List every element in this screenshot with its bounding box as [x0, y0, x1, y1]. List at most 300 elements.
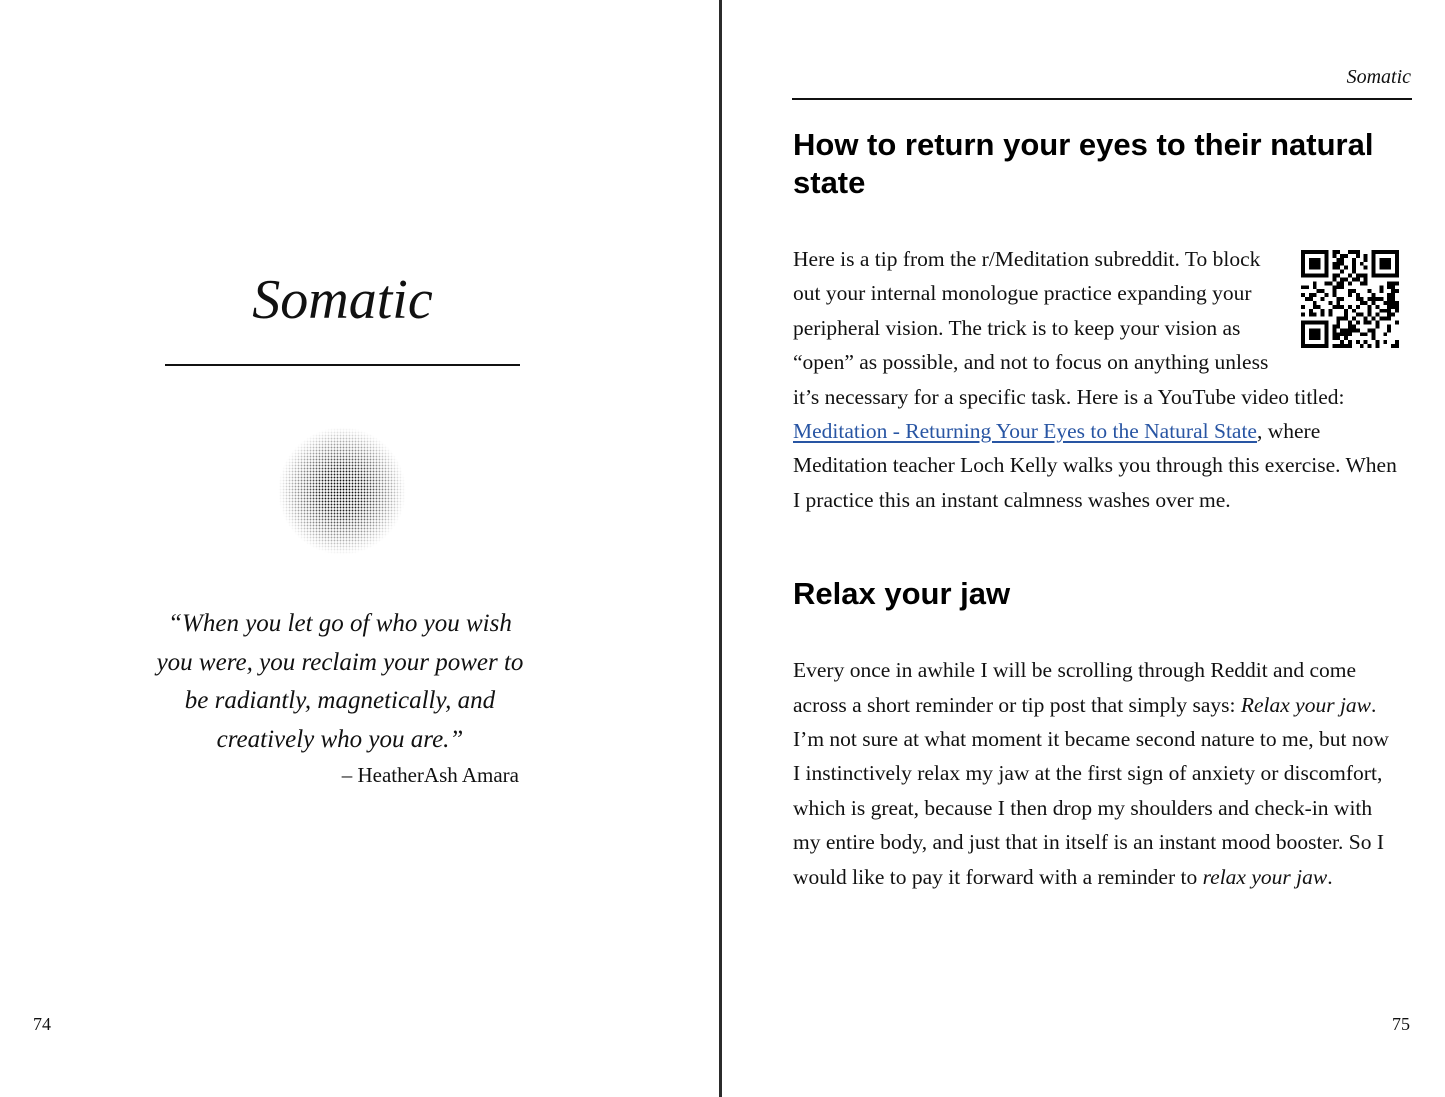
youtube-video-link[interactable]: Meditation - Returning Your Eyes to the Natural State: [793, 419, 1257, 444]
qr-module: [1325, 262, 1329, 266]
qr-module: [1325, 340, 1329, 344]
qr-module: [1391, 285, 1395, 289]
qr-module: [1356, 277, 1360, 281]
qr-module: [1387, 313, 1391, 317]
left-page: [0, 0, 720, 1097]
page-content: [793, 126, 1399, 894]
qr-module: [1336, 250, 1340, 254]
qr-module: [1379, 285, 1383, 289]
qr-module: [1317, 336, 1321, 340]
qr-module: [1383, 266, 1387, 270]
epigraph-attribution: – HeatherAsh Amara: [341, 763, 519, 787]
qr-module: [1352, 270, 1356, 274]
qr-module: [1360, 301, 1364, 305]
qr-module: [1336, 336, 1340, 340]
paragraph-eyes-text-after: , where Meditation teacher Loch Kelly walks you through this exercise. When I practice this an instant calmness washes over me.: [793, 419, 1397, 512]
qr-module: [1387, 281, 1391, 285]
qr-module: [1332, 289, 1336, 293]
qr-module: [1360, 344, 1364, 348]
qr-module: [1356, 340, 1360, 344]
qr-module: [1372, 266, 1376, 270]
qr-module: [1348, 305, 1352, 309]
qr-module: [1372, 254, 1376, 258]
qr-module: [1368, 321, 1372, 325]
qr-module: [1325, 258, 1329, 262]
qr-module: [1387, 285, 1391, 289]
qr-module: [1317, 289, 1321, 293]
qr-module: [1328, 301, 1332, 305]
qr-module: [1309, 313, 1313, 317]
qr-module: [1309, 250, 1313, 254]
qr-module: [1395, 321, 1399, 325]
qr-module: [1356, 305, 1360, 309]
qr-module: [1356, 328, 1360, 332]
qr-module: [1332, 262, 1336, 266]
qr-module: [1336, 262, 1340, 266]
qr-module: [1328, 309, 1332, 313]
qr-module: [1348, 274, 1352, 278]
section-heading-eyes: How to return your eyes to their natural state: [793, 127, 1374, 200]
qr-module: [1368, 328, 1372, 332]
qr-module: [1317, 344, 1321, 348]
qr-module: [1344, 344, 1348, 348]
qr-module: [1336, 281, 1340, 285]
qr-module: [1301, 305, 1305, 309]
qr-module: [1321, 321, 1325, 325]
qr-module: [1368, 297, 1372, 301]
qr-module: [1305, 321, 1309, 325]
qr-module: [1328, 313, 1332, 317]
qr-module: [1352, 317, 1356, 321]
qr-module: [1344, 313, 1348, 317]
qr-module: [1325, 328, 1329, 332]
qr-module: [1368, 344, 1372, 348]
qr-module: [1368, 305, 1372, 309]
qr-module: [1383, 340, 1387, 344]
qr-module: [1360, 313, 1364, 317]
qr-module: [1395, 344, 1399, 348]
qr-module: [1325, 336, 1329, 340]
qr-module: [1301, 285, 1305, 289]
qr-module: [1356, 254, 1360, 258]
qr-module: [1372, 274, 1376, 278]
qr-module: [1379, 289, 1383, 293]
qr-module: [1328, 281, 1332, 285]
qr-module: [1309, 321, 1313, 325]
running-head-rule: [792, 98, 1412, 100]
qr-module: [1372, 250, 1376, 254]
qr-module: [1379, 250, 1383, 254]
qr-module: [1348, 344, 1352, 348]
qr-module: [1348, 293, 1352, 297]
qr-module: [1356, 274, 1360, 278]
qr-module: [1372, 317, 1376, 321]
qr-module: [1305, 285, 1309, 289]
paragraph-jaw-emphasis-1: Relax your jaw: [1240, 692, 1372, 717]
qr-module: [1317, 258, 1321, 262]
qr-module: [1372, 270, 1376, 274]
qr-module: [1313, 313, 1317, 317]
chapter-title: Somatic: [252, 269, 433, 331]
section-heading-jaw: Relax your jaw: [793, 576, 1011, 612]
qr-module: [1368, 313, 1372, 317]
qr-module: [1391, 344, 1395, 348]
qr-module: [1313, 285, 1317, 289]
qr-module: [1332, 324, 1336, 328]
qr-module: [1344, 277, 1348, 281]
qr-module: [1395, 340, 1399, 344]
qr-module: [1340, 344, 1344, 348]
qr-module: [1305, 297, 1309, 301]
right-page: [723, 0, 1445, 1097]
qr-module: [1309, 266, 1313, 270]
qr-module: [1313, 293, 1317, 297]
qr-module: [1383, 332, 1387, 336]
qr-module: [1309, 309, 1313, 313]
qr-module: [1305, 344, 1309, 348]
qr-module: [1301, 293, 1305, 297]
qr-module: [1313, 332, 1317, 336]
qr-module: [1372, 332, 1376, 336]
qr-module: [1340, 254, 1344, 258]
qr-module: [1340, 270, 1344, 274]
qr-module: [1313, 321, 1317, 325]
qr-module: [1336, 321, 1340, 325]
qr-module: [1387, 258, 1391, 262]
qr-module: [1340, 328, 1344, 332]
qr-module: [1372, 258, 1376, 262]
qr-module: [1301, 266, 1305, 270]
qr-module: [1379, 266, 1383, 270]
qr-module: [1325, 344, 1329, 348]
chapter-title-rule: [165, 364, 520, 366]
qr-module: [1332, 293, 1336, 297]
qr-module: [1321, 274, 1325, 278]
qr-code-icon[interactable]: [1301, 250, 1399, 348]
qr-module: [1368, 309, 1372, 313]
qr-module: [1372, 336, 1376, 340]
qr-module: [1391, 297, 1395, 301]
qr-module: [1383, 274, 1387, 278]
qr-module: [1332, 285, 1336, 289]
qr-module: [1313, 328, 1317, 332]
qr-module: [1317, 305, 1321, 309]
qr-module: [1391, 289, 1395, 293]
qr-module: [1364, 281, 1368, 285]
qr-module: [1340, 281, 1344, 285]
qr-module: [1317, 321, 1321, 325]
qr-module: [1379, 317, 1383, 321]
qr-module: [1336, 317, 1340, 321]
qr-module: [1313, 250, 1317, 254]
qr-module: [1348, 250, 1352, 254]
qr-module: [1387, 324, 1391, 328]
qr-module: [1387, 317, 1391, 321]
qr-module: [1387, 305, 1391, 309]
qr-module: [1321, 289, 1325, 293]
qr-module: [1364, 301, 1368, 305]
qr-module: [1383, 262, 1387, 266]
qr-module: [1387, 293, 1391, 297]
qr-module: [1325, 321, 1329, 325]
qr-module: [1391, 301, 1395, 305]
qr-module: [1336, 258, 1340, 262]
qr-module: [1375, 297, 1379, 301]
qr-module: [1395, 250, 1399, 254]
qr-module: [1325, 266, 1329, 270]
qr-module: [1325, 332, 1329, 336]
qr-module: [1364, 340, 1368, 344]
qr-module: [1313, 305, 1317, 309]
qr-module: [1340, 332, 1344, 336]
paragraph-eyes: [793, 242, 1399, 517]
qr-module: [1360, 332, 1364, 336]
qr-module: [1372, 293, 1376, 297]
halftone-circle-icon: [276, 425, 408, 557]
qr-module: [1395, 262, 1399, 266]
qr-module: [1387, 262, 1391, 266]
qr-module: [1313, 274, 1317, 278]
qr-module: [1309, 336, 1313, 340]
qr-module: [1391, 274, 1395, 278]
qr-module: [1375, 340, 1379, 344]
qr-module: [1313, 344, 1317, 348]
qr-module: [1336, 297, 1340, 301]
qr-module: [1332, 254, 1336, 258]
qr-module: [1360, 274, 1364, 278]
qr-module: [1336, 332, 1340, 336]
qr-module: [1356, 313, 1360, 317]
page-number-left: 74: [33, 1014, 51, 1034]
qr-module: [1395, 274, 1399, 278]
qr-module: [1352, 328, 1356, 332]
qr-module: [1305, 274, 1309, 278]
qr-module: [1325, 274, 1329, 278]
qr-module: [1309, 328, 1313, 332]
qr-module: [1309, 332, 1313, 336]
qr-module: [1313, 336, 1317, 340]
qr-module: [1364, 277, 1368, 281]
qr-module: [1332, 277, 1336, 281]
running-head: Somatic: [1346, 66, 1411, 88]
qr-module: [1301, 328, 1305, 332]
qr-module: [1372, 328, 1376, 332]
qr-module: [1301, 332, 1305, 336]
qr-module: [1317, 266, 1321, 270]
paragraph-jaw: [793, 653, 1399, 894]
qr-module: [1360, 297, 1364, 301]
qr-module: [1313, 262, 1317, 266]
qr-module: [1309, 344, 1313, 348]
paragraph-jaw-emphasis-2: relax your jaw: [1202, 864, 1328, 889]
qr-module: [1379, 258, 1383, 262]
qr-module: [1372, 301, 1376, 305]
qr-module: [1313, 281, 1317, 285]
qr-module: [1332, 274, 1336, 278]
qr-module: [1301, 270, 1305, 274]
qr-module: [1379, 274, 1383, 278]
qr-module: [1336, 324, 1340, 328]
qr-module: [1379, 262, 1383, 266]
qr-module: [1364, 266, 1368, 270]
qr-module: [1348, 324, 1352, 328]
qr-module: [1391, 250, 1395, 254]
qr-module: [1332, 336, 1336, 340]
qr-module: [1301, 274, 1305, 278]
qr-module: [1387, 266, 1391, 270]
qr-module: [1309, 274, 1313, 278]
qr-module: [1348, 328, 1352, 332]
qr-module: [1375, 344, 1379, 348]
qr-module: [1332, 305, 1336, 309]
qr-module: [1356, 321, 1360, 325]
qr-module: [1368, 289, 1372, 293]
qr-module: [1387, 309, 1391, 313]
qr-module: [1332, 344, 1336, 348]
paragraph-eyes-text-before: Here is a tip from the r/Meditation subreddit. To block out your internal monologue practice expanding your peripheral vision. The trick is to keep your vision as “open” as possible, and not to focus on anything unless it’s necessary for a specific task. Here is a YouTube video titled:: [793, 247, 1345, 409]
qr-module: [1352, 262, 1356, 266]
qr-module: [1391, 305, 1395, 309]
qr-module: [1301, 254, 1305, 258]
book-spine-divider: [719, 0, 722, 1097]
qr-module: [1313, 301, 1317, 305]
qr-module: [1395, 266, 1399, 270]
qr-module: [1344, 266, 1348, 270]
qr-module: [1321, 250, 1325, 254]
qr-module: [1340, 297, 1344, 301]
paragraph-jaw-text-3: .: [1327, 864, 1333, 889]
qr-module: [1340, 262, 1344, 266]
qr-module: [1336, 301, 1340, 305]
qr-module: [1336, 266, 1340, 270]
qr-module: [1360, 262, 1364, 266]
qr-module: [1344, 332, 1348, 336]
page-number-right: 75: [1392, 1014, 1410, 1034]
qr-module: [1395, 258, 1399, 262]
qr-module: [1364, 254, 1368, 258]
qr-module: [1348, 340, 1352, 344]
qr-module: [1379, 309, 1383, 313]
qr-module: [1375, 324, 1379, 328]
qr-module: [1344, 309, 1348, 313]
qr-module: [1395, 254, 1399, 258]
qr-module: [1395, 301, 1399, 305]
qr-module: [1309, 258, 1313, 262]
qr-module: [1383, 250, 1387, 254]
qr-module: [1383, 258, 1387, 262]
qr-module: [1344, 254, 1348, 258]
qr-module: [1305, 250, 1309, 254]
qr-module: [1301, 258, 1305, 262]
qr-module: [1391, 281, 1395, 285]
qr-module: [1325, 293, 1329, 297]
qr-module: [1395, 289, 1399, 293]
qr-module: [1375, 321, 1379, 325]
qr-module: [1387, 274, 1391, 278]
qr-module: [1321, 297, 1325, 301]
qr-module: [1383, 309, 1387, 313]
qr-module: [1301, 250, 1305, 254]
qr-module: [1348, 289, 1352, 293]
qr-module: [1336, 305, 1340, 309]
qr-module: [1364, 274, 1368, 278]
qr-module: [1387, 250, 1391, 254]
qr-module: [1309, 293, 1313, 297]
qr-module: [1309, 262, 1313, 266]
qr-module: [1340, 305, 1344, 309]
qr-module: [1321, 309, 1325, 313]
qr-module: [1364, 332, 1368, 336]
qr-module: [1395, 305, 1399, 309]
qr-module: [1375, 305, 1379, 309]
qr-module: [1391, 293, 1395, 297]
qr-module: [1348, 321, 1352, 325]
qr-module: [1352, 324, 1356, 328]
qr-module: [1364, 321, 1368, 325]
qr-module: [1356, 293, 1360, 297]
qr-module: [1301, 324, 1305, 328]
qr-module: [1375, 274, 1379, 278]
qr-module: [1336, 344, 1340, 348]
qr-module: [1348, 332, 1352, 336]
qr-module: [1325, 281, 1329, 285]
qr-module: [1387, 328, 1391, 332]
qr-module: [1352, 289, 1356, 293]
qr-module: [1364, 258, 1368, 262]
qr-module: [1344, 328, 1348, 332]
qr-module: [1372, 262, 1376, 266]
qr-module: [1301, 262, 1305, 266]
qr-module: [1391, 313, 1395, 317]
qr-module: [1356, 250, 1360, 254]
qr-module: [1387, 297, 1391, 301]
qr-module: [1352, 266, 1356, 270]
qr-module: [1321, 344, 1325, 348]
qr-module: [1301, 340, 1305, 344]
qr-module: [1325, 250, 1329, 254]
qr-module: [1325, 254, 1329, 258]
qr-module: [1348, 281, 1352, 285]
qr-module: [1301, 344, 1305, 348]
qr-module: [1340, 285, 1344, 289]
paragraph-jaw-text-2: . I’m not sure at what moment it became second nature to me, but now I instinctively relax my jaw at the first sign of anxiety or discomfort, which is great, because I then drop my shoulders and check-in with my entire body, and just that in itself is an instant mood booster. So I would like to pay it forward with a reminder to: [793, 692, 1389, 889]
qr-module: [1301, 321, 1305, 325]
qr-module: [1352, 277, 1356, 281]
qr-module: [1379, 297, 1383, 301]
qr-module: [1332, 328, 1336, 332]
qr-module: [1313, 258, 1317, 262]
qr-module: [1395, 281, 1399, 285]
qr-module: [1301, 336, 1305, 340]
qr-module: [1325, 270, 1329, 274]
qr-module: [1340, 340, 1344, 344]
qr-module: [1352, 250, 1356, 254]
qr-module: [1313, 266, 1317, 270]
qr-module: [1364, 317, 1368, 321]
qr-module: [1317, 262, 1321, 266]
qr-module: [1383, 317, 1387, 321]
qr-module: [1317, 332, 1321, 336]
qr-module: [1395, 309, 1399, 313]
qr-module: [1352, 309, 1356, 313]
qr-module: [1356, 297, 1360, 301]
qr-module: [1372, 297, 1376, 301]
qr-module: [1387, 301, 1391, 305]
qr-module: [1317, 274, 1321, 278]
qr-module: [1340, 258, 1344, 262]
qr-module: [1309, 297, 1313, 301]
qr-module: [1360, 281, 1364, 285]
